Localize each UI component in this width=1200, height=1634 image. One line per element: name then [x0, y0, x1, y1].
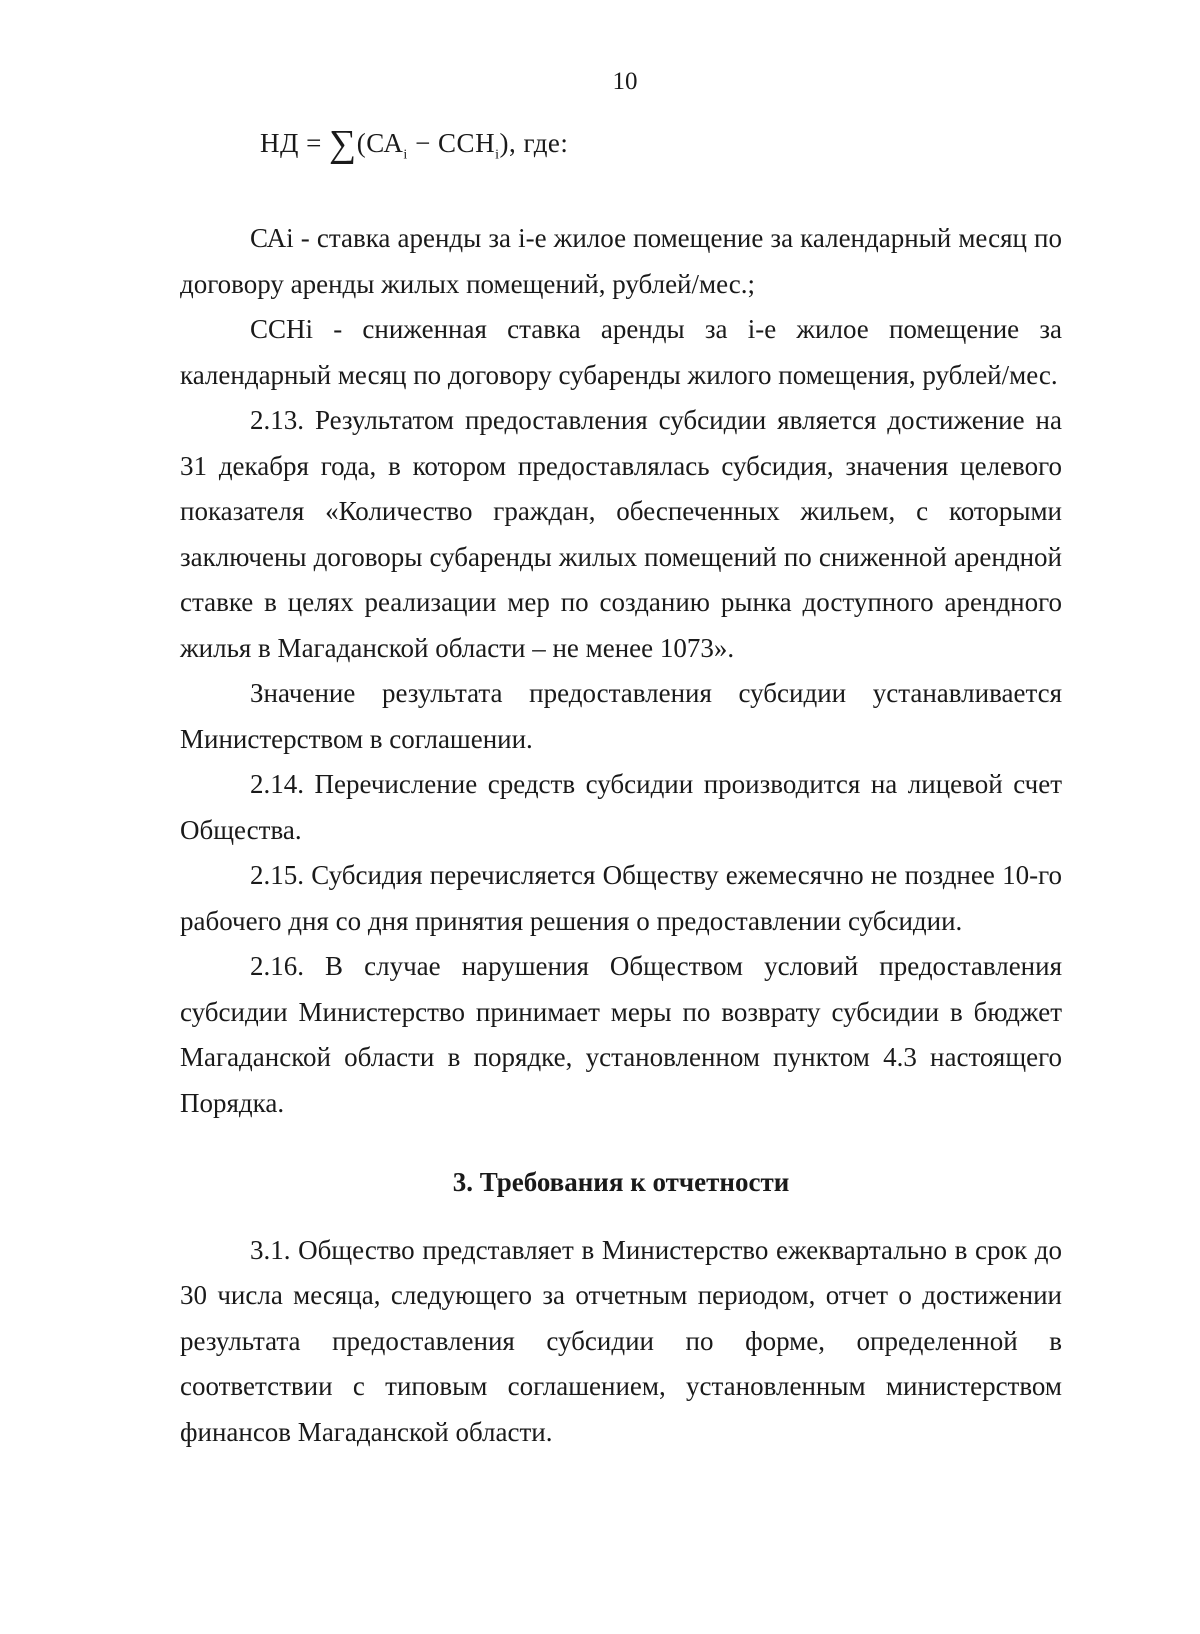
paragraph-2-13: 2.13. Результатом предоставления субсидии является достижение на 31 декабря года, в котором предоставлялась субсидия, значения целевого показателя «Количество граждан, обеспеченных жильем, с которыми заключены договоры субаренды жилых помещений по сниженной арендной ставке в целях реализации мер по созданию рынка доступного арендного жилья в Магаданской области – не менее 1073».: [180, 405, 1062, 663]
formula-tail: , где:: [508, 128, 569, 158]
section-title: 3. Требования к отчетности: [452, 1167, 790, 1197]
formula-term2: ССН: [438, 128, 496, 158]
paragraph-ccni-definition: ССНi - сниженная ставка аренды за i-е жилое помещение за календарный месяц по договору субаренды жилого помещения, рублей/мес.: [180, 314, 1062, 390]
paragraph-cai-definition: САi - ставка аренды за i-е жилое помещение за календарный месяц по договору аренды жилых помещений, рублей/мес.;: [180, 223, 1062, 299]
page-number: 10: [612, 68, 638, 95]
formula-close-paren: ): [499, 128, 509, 158]
formula-minus: −: [415, 128, 431, 158]
paragraph-2-15: 2.15. Субсидия перечисляется Обществу ежемесячно не позднее 10-го рабочего дня со дня принятия решения о предоставлении субсидии.: [180, 860, 1062, 936]
body-text: [180, 216, 1062, 1455]
paragraph-3-1: 3.1. Общество представляет в Министерство ежеквартально в срок до 30 числа месяца, следующего за отчетным периодом, отчет о достижении результата предоставления субсидии по форме, определенной в соответствии с типовым соглашением, установленным министерством финансов Магаданской области.: [180, 1234, 1062, 1447]
formula-equals: =: [306, 128, 322, 158]
formula-term1: СА: [366, 128, 404, 158]
paragraph-2-16: 2.16. В случае нарушения Обществом условий предоставления субсидии Министерство принимает меры по возврату субсидии в бюджет Магаданской области в порядке, установленном пунктом 4.3 настоящего Порядка.: [180, 951, 1062, 1118]
formula: [260, 118, 568, 163]
formula-lhs: НД: [260, 128, 299, 158]
paragraph-result-value: Значение результата предоставления субсидии устанавливается Министерством в соглашении.: [180, 678, 1062, 754]
formula-open-paren: (: [356, 128, 367, 158]
formula-sub1: i: [403, 147, 408, 163]
formula-sub2: i: [495, 147, 500, 163]
paragraph-2-14: 2.14. Перечисление средств субсидии производится на лицевой счет Общества.: [180, 769, 1062, 845]
sigma-symbol: ∑: [329, 123, 357, 165]
